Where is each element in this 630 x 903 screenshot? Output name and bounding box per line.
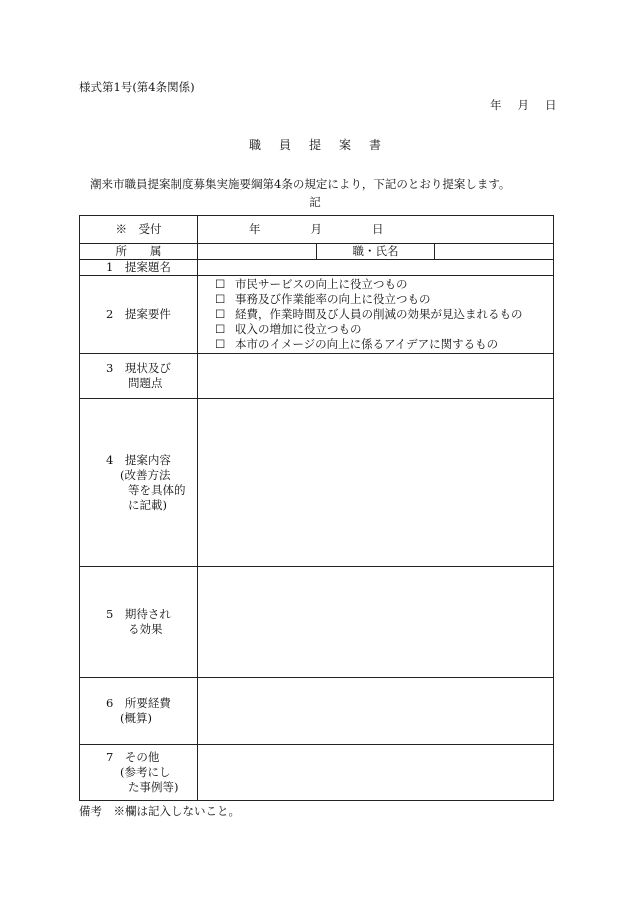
position-name-field[interactable] [435, 244, 554, 260]
item7-label: 7 その他 (参考にし た事例等) [80, 745, 198, 801]
item2-label: 2 提案要件 [80, 276, 198, 354]
requirement-item[interactable]: ☐ 事務及び作業能率の向上に役立つもの [215, 292, 431, 306]
header-date [490, 97, 557, 113]
requirement-item[interactable]: ☐ 本市のイメージの向上に係るアイデアに関するもの [215, 337, 499, 351]
expected-effect-field[interactable] [198, 567, 554, 678]
receipt-date-field[interactable]: 年 月 日 [198, 216, 554, 244]
ki-heading: 記 [309, 195, 321, 209]
date-year: 年 [490, 98, 502, 112]
form-number: 様式第1号(第4条関係) [79, 80, 195, 94]
date-day: 日 [545, 98, 557, 112]
item3-label: 3 現状及び 問題点 [80, 354, 198, 399]
item4-label: 4 提案内容 (改善方法 等を具体的 に記載) [80, 399, 198, 567]
requirement-item[interactable]: ☐ 経費，作業時間及び人員の削減の効果が見込まれるもの [215, 307, 523, 321]
other-field[interactable] [198, 745, 554, 801]
proposal-content-field[interactable] [198, 399, 554, 567]
position-name-label: 職・氏名 [317, 244, 435, 260]
checkbox-icon[interactable]: ☐ [215, 322, 226, 336]
current-status-field[interactable] [198, 354, 554, 399]
date-month: 月 [517, 98, 529, 112]
proposal-title-field[interactable] [198, 260, 554, 276]
requirements-list [198, 276, 554, 354]
requirement-item[interactable]: ☐ 市民サービスの向上に役立つもの [215, 277, 408, 291]
intro-text: 潮来市職員提案制度募集実施要綱第4条の規定により，下記のとおり提案します。 [90, 177, 511, 191]
affiliation-field[interactable] [198, 244, 317, 260]
requirement-item[interactable]: ☐ 収入の増加に役立つもの [215, 322, 362, 336]
item5-label: 5 期待され る効果 [80, 567, 198, 678]
checkbox-icon[interactable]: ☐ [215, 292, 226, 306]
checkbox-icon[interactable]: ☐ [215, 337, 226, 351]
document-title: 職 員 提 案 書 [248, 138, 382, 152]
checkbox-icon[interactable]: ☐ [215, 307, 226, 321]
remarks-note: 備考 ※欄は記入しないこと。 [79, 804, 240, 818]
checkbox-icon[interactable]: ☐ [215, 277, 226, 291]
item1-label: 1 提案題名 [80, 260, 198, 276]
required-cost-field[interactable] [198, 678, 554, 745]
receipt-label: ※ 受付 [80, 216, 198, 244]
proposal-form-table [79, 215, 554, 801]
affiliation-label: 所 属 [80, 244, 198, 260]
item6-label: 6 所要経費 (概算) [80, 678, 198, 745]
